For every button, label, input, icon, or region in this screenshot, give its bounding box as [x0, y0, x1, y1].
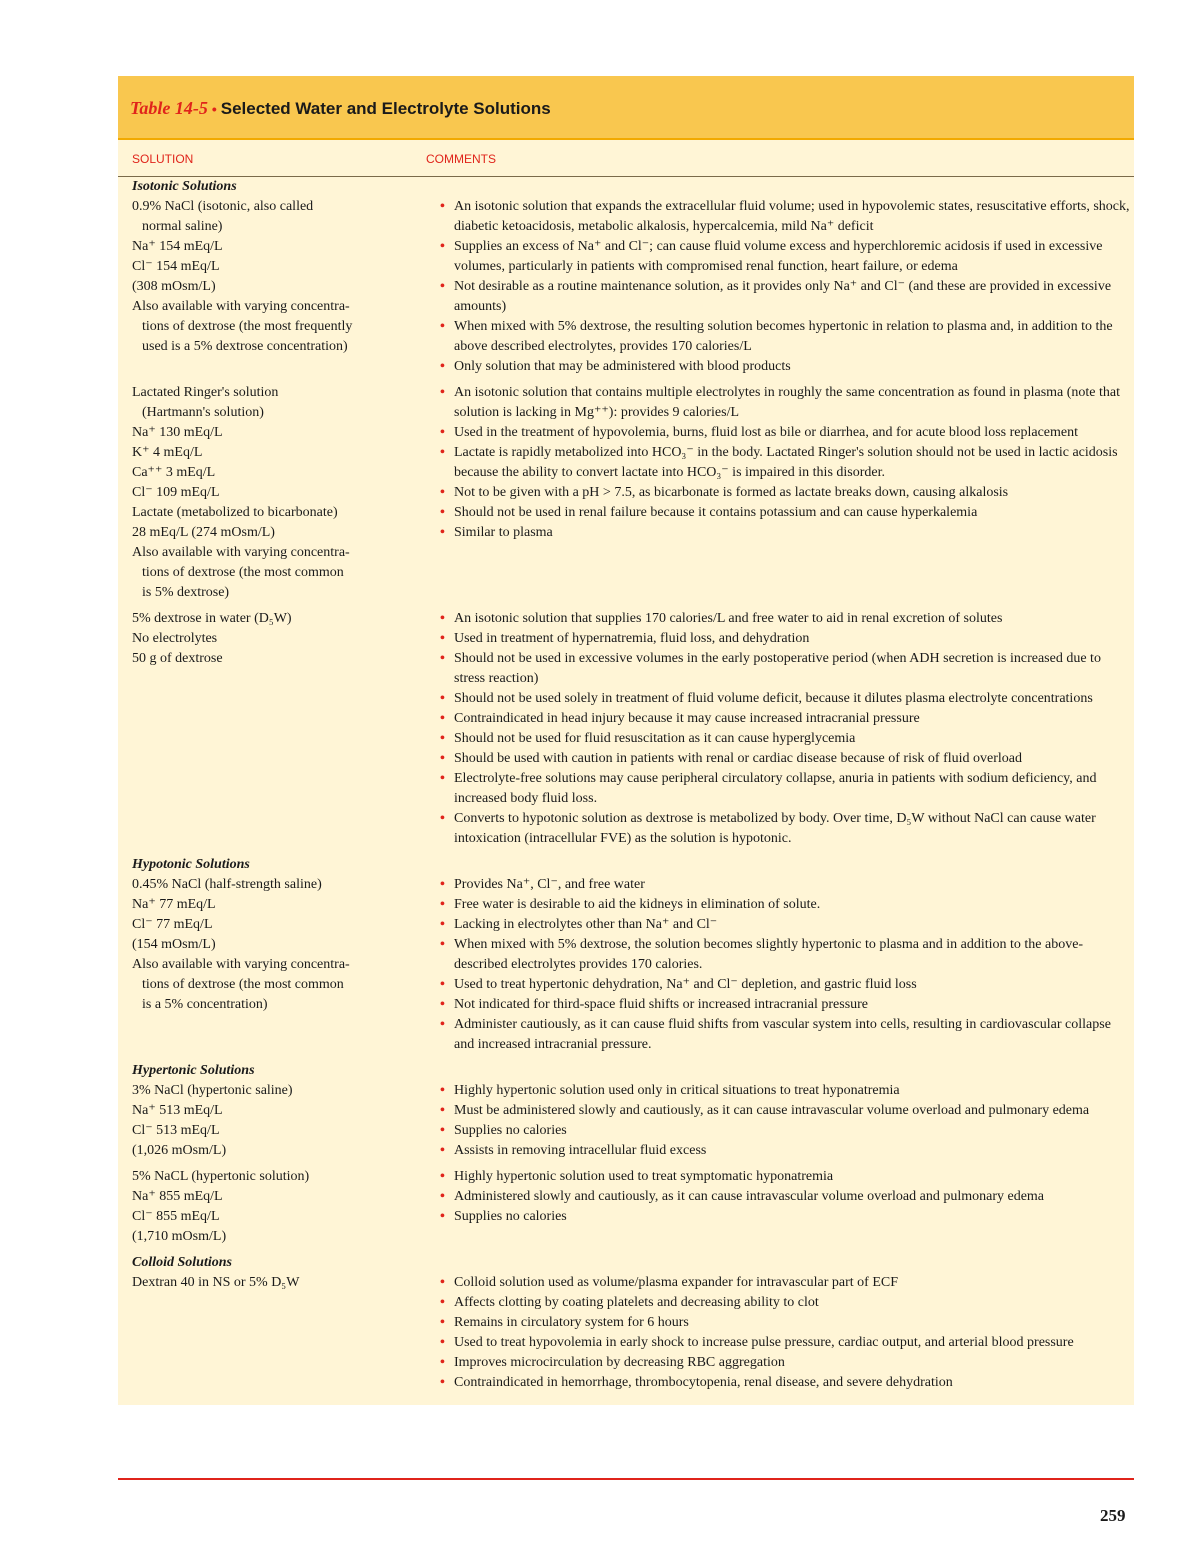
comment-bullet [440, 1333, 1130, 1353]
comment-text: Should not be used for fluid resuscitation as it can cause hyperglycemia [454, 731, 856, 746]
comment-bullet [440, 1293, 1130, 1313]
bullet-marker: • [440, 505, 445, 520]
section-title: Isotonic Solutions [132, 179, 237, 194]
comment-bullet [440, 1187, 1130, 1207]
comment-bullet [440, 1141, 1130, 1161]
solution-line: (Hartmann's solution) [142, 405, 264, 420]
comment-bullet [440, 689, 1130, 709]
section-title: Colloid Solutions [132, 1255, 232, 1270]
comment-bullet [440, 1353, 1130, 1373]
comment-text: Similar to plasma [454, 525, 553, 540]
solution-line: Na⁺ 130 mEq/L [132, 425, 223, 440]
solution-line: Cl⁻ 855 mEq/L [132, 1209, 220, 1224]
comment-bullet [440, 1207, 1130, 1227]
solution-line: Lactated Ringer's solution [132, 385, 279, 400]
comment-text: Provides Na⁺, Cl⁻, and free water [454, 877, 645, 892]
bullet-marker: • [440, 997, 445, 1012]
comment-text: Improves microcirculation by decreasing RBC aggregation [454, 1355, 785, 1370]
comment-bullet [440, 809, 1130, 849]
comments-cell [440, 1273, 1130, 1393]
solution-line: 0.9% NaCl (isotonic, also called [132, 199, 314, 214]
table-title-bar [118, 76, 1134, 140]
comment-bullet [440, 1313, 1130, 1333]
bullet-marker: • [440, 239, 445, 254]
solution-line: tions of dextrose (the most common [142, 565, 344, 580]
bullet-marker: • [440, 1295, 445, 1310]
comment-text: Should not be used solely in treatment of fluid volume deficit, because it dilutes plasma electrolyte concentrations [454, 691, 1093, 706]
comment-text: Must be administered slowly and cautiously, as it can cause intravascular volume overload and pulmonary edema [454, 1103, 1090, 1118]
bullet-marker: • [440, 897, 445, 912]
comment-bullet [440, 729, 1130, 749]
comment-bullet [440, 875, 1130, 895]
section-title: Hypotonic Solutions [132, 857, 250, 872]
comment-bullet [440, 237, 1130, 277]
comment-text: Used in treatment of hypernatremia, fluid loss, and dehydration [454, 631, 810, 646]
bullet-marker: • [440, 1083, 445, 1098]
solution-line: 3% NaCl (hypertonic saline) [132, 1083, 293, 1098]
bullet-marker: • [440, 425, 445, 440]
solution-cell [118, 1273, 432, 1393]
column-header-row [118, 140, 1134, 177]
solution-line: tions of dextrose (the most frequently [142, 319, 353, 334]
comment-bullet [440, 935, 1130, 975]
comment-text: Should not be used in renal failure because it contains potassium and can cause hyperkalemia [454, 505, 978, 520]
solution-line: Na⁺ 513 mEq/L [132, 1103, 223, 1118]
comment-text: Colloid solution used as volume/plasma expander for intravascular part of ECF [454, 1275, 899, 1290]
bullet-marker: • [440, 1103, 445, 1118]
comment-text: Assists in removing intracellular fluid excess [454, 1143, 707, 1158]
section [118, 177, 1134, 849]
solution-line: Cl⁻ 154 mEq/L [132, 259, 220, 274]
bullet-marker: • [440, 1355, 445, 1370]
bullet-marker: • [440, 319, 445, 334]
solution-cell [118, 197, 432, 377]
comment-bullet [440, 423, 1130, 443]
solution-line: Na⁺ 154 mEq/L [132, 239, 223, 254]
comment-bullet [440, 629, 1130, 649]
column-header-solution: SOLUTION [132, 152, 194, 166]
comment-bullet [440, 383, 1130, 423]
comment-bullet [440, 197, 1130, 237]
comment-text: Lacking in electrolytes other than Na⁺ and Cl⁻ [454, 917, 718, 932]
bullet-marker: • [440, 711, 445, 726]
bullet-marker: • [440, 1315, 445, 1330]
bullet-marker: • [440, 1189, 445, 1204]
comment-text: Supplies no calories [454, 1209, 567, 1224]
solution-line: is a 5% concentration) [142, 997, 268, 1012]
comment-text: Supplies an excess of Na⁺ and Cl⁻; can cause fluid volume excess and hyperchloremic acidosis if used in excessive volumes, particularly in patients with compromised renal function, heart failure, or edema [454, 239, 1103, 274]
comment-text: When mixed with 5% dextrose, the solution becomes slightly hypertonic to plasma and in addition to the above-described electrolytes provides 170 calories. [454, 937, 1084, 972]
solution-line: Na⁺ 855 mEq/L [132, 1189, 223, 1204]
bullet-marker: • [440, 771, 445, 786]
bullet-marker: • [440, 917, 445, 932]
table-body [118, 177, 1134, 1405]
table-row [118, 197, 1134, 377]
comment-text: Should be used with caution in patients with renal or cardiac disease because of risk of fluid overload [454, 751, 1022, 766]
solution-cell [118, 875, 432, 1055]
table-number: Table 14-5 [130, 98, 208, 118]
comment-bullet [440, 1373, 1130, 1393]
bullet-marker: • [440, 1335, 445, 1350]
solution-line: used is a 5% dextrose concentration) [142, 339, 348, 354]
comment-text: Used to treat hypertonic dehydration, Na⁺ and Cl⁻ depletion, and gastric fluid loss [454, 977, 917, 992]
comment-text: An isotonic solution that supplies 170 calories/L and free water to aid in renal excretion of solutes [454, 611, 1003, 626]
comment-text: Administer cautiously, as it can cause fluid shifts from vascular system into cells, resulting in cardiovascular collapse and increased intracranial pressure. [454, 1017, 1111, 1052]
comment-text: Highly hypertonic solution used only in critical situations to treat hyponatremia [454, 1083, 900, 1098]
comment-bullet [440, 709, 1130, 729]
solution-line: (1,026 mOsm/L) [132, 1143, 227, 1158]
solution-line: Also available with varying concentra- [132, 957, 350, 972]
bullet-marker: • [440, 1017, 445, 1032]
comment-bullet [440, 1101, 1130, 1121]
solution-cell [118, 1167, 432, 1247]
solution-cell [118, 609, 432, 849]
solution-line: Also available with varying concentra- [132, 545, 350, 560]
page-number: 259 [1100, 1506, 1126, 1525]
comment-bullet [440, 769, 1130, 809]
comments-cell [440, 875, 1130, 1055]
comment-text: Affects clotting by coating platelets and decreasing ability to clot [454, 1295, 819, 1310]
solution-line: normal saline) [142, 219, 223, 234]
solution-line: K⁺ 4 mEq/L [132, 445, 203, 460]
bullet-marker: • [440, 631, 445, 646]
bullet-marker: • [440, 731, 445, 746]
bullet-marker: • [440, 1209, 445, 1224]
solution-line: 50 g of dextrose [132, 651, 223, 666]
solution-line: Also available with varying concentra- [132, 299, 350, 314]
bullet-marker: • [440, 937, 445, 952]
title-separator: • [211, 101, 217, 117]
solution-line: 5% dextrose in water (D₅W) [132, 611, 292, 626]
solution-line: Ca⁺⁺ 3 mEq/L [132, 465, 216, 480]
bullet-marker: • [440, 485, 445, 500]
comment-text: Electrolyte-free solutions may cause peripheral circulatory collapse, anuria in patients with sodium deficiency, and increased body fluid loss. [454, 771, 1097, 806]
bullet-marker: • [440, 877, 445, 892]
bottom-rule [118, 1478, 1134, 1480]
comment-text: Not to be given with a pH > 7.5, as bicarbonate is formed as lactate breaks down, causing alkalosis [454, 485, 1009, 500]
solution-line: (1,710 mOsm/L) [132, 1229, 227, 1244]
table-row [118, 875, 1134, 1055]
comment-text: Converts to hypotonic solution as dextrose is metabolized by body. Over time, D₅W without NaCl can cause water intoxication (intracellular FVE) as the solution is hypotonic. [454, 811, 1096, 846]
solution-line: 5% NaCL (hypertonic solution) [132, 1169, 310, 1184]
comment-text: Used to treat hypovolemia in early shock to increase pulse pressure, cardiac output, and arterial blood pressure [454, 1335, 1074, 1350]
comment-text: When mixed with 5% dextrose, the resulting solution becomes hypertonic in relation to plasma and, in addition to the above described electrolytes, provides 170 calories/L [454, 319, 1113, 354]
solution-line: Na⁺ 77 mEq/L [132, 897, 216, 912]
comment-bullet [440, 915, 1130, 935]
table-title [130, 98, 551, 119]
comment-bullet [440, 357, 1130, 377]
solution-line: tions of dextrose (the most common [142, 977, 344, 992]
solution-line: Cl⁻ 77 mEq/L [132, 917, 213, 932]
comment-bullet [440, 443, 1130, 483]
section [118, 1061, 1134, 1247]
solution-line: Cl⁻ 109 mEq/L [132, 485, 220, 500]
comment-text: Lactate is rapidly metabolized into HCO₃⁻ in the body. Lactated Ringer's solution should not be used in lactic acidosis because the ability to convert lactate into HCO₃⁻ is impaired in this disorder. [454, 445, 1118, 480]
comment-bullet [440, 895, 1130, 915]
comment-bullet [440, 975, 1130, 995]
comment-bullet [440, 609, 1130, 629]
comments-cell [440, 383, 1130, 603]
bullet-marker: • [440, 385, 445, 400]
bullet-marker: • [440, 199, 445, 214]
comment-text: Not indicated for third-space fluid shifts or increased intracranial pressure [454, 997, 869, 1012]
comment-bullet [440, 1015, 1130, 1055]
section [118, 855, 1134, 1055]
comment-text: Used in the treatment of hypovolemia, burns, fluid lost as bile or diarrhea, and for acute blood loss replacement [454, 425, 1078, 440]
comment-bullet [440, 483, 1130, 503]
solution-line: 0.45% NaCl (half-strength saline) [132, 877, 322, 892]
comment-text: Administered slowly and cautiously, as it can cause intravascular volume overload and pulmonary edema [454, 1189, 1045, 1204]
comments-cell [440, 1167, 1130, 1247]
table-row [118, 1273, 1134, 1393]
section-title: Hypertonic Solutions [132, 1063, 255, 1078]
comment-text: Highly hypertonic solution used to treat symptomatic hyponatremia [454, 1169, 834, 1184]
comment-bullet [440, 503, 1130, 523]
solution-line: Lactate (metabolized to bicarbonate) [132, 505, 338, 520]
table-title-text: Selected Water and Electrolyte Solutions [220, 99, 551, 118]
table-row [118, 1081, 1134, 1161]
bullet-marker: • [440, 691, 445, 706]
comment-bullet [440, 649, 1130, 689]
comment-text: Only solution that may be administered with blood products [454, 359, 791, 374]
comment-bullet [440, 1121, 1130, 1141]
comment-text: Contraindicated in head injury because it may cause increased intracranial pressure [454, 711, 920, 726]
bullet-marker: • [440, 751, 445, 766]
comments-cell [440, 1081, 1130, 1161]
bullet-marker: • [440, 811, 445, 826]
comments-cell [440, 609, 1130, 849]
solution-line: is 5% dextrose) [142, 585, 230, 600]
comment-text: Free water is desirable to aid the kidneys in elimination of solute. [454, 897, 821, 912]
comment-text: An isotonic solution that expands the extracellular fluid volume; used in hypovolemic states, resuscitative efforts, shock, diabetic ketoacidosis, metabolic alkalosis, hypercalcemia, mild Na⁺ deficit [454, 199, 1130, 234]
bullet-marker: • [440, 1375, 445, 1390]
comment-text: Contraindicated in hemorrhage, thrombocytopenia, renal disease, and severe dehydration [454, 1375, 953, 1390]
solution-cell [118, 1081, 432, 1161]
comment-bullet [440, 749, 1130, 769]
solution-line: (308 mOsm/L) [132, 279, 216, 294]
solution-line: 28 mEq/L (274 mOsm/L) [132, 525, 275, 540]
table-row [118, 1167, 1134, 1247]
comment-text: Supplies no calories [454, 1123, 567, 1138]
solution-line: (154 mOsm/L) [132, 937, 216, 952]
solution-line: Cl⁻ 513 mEq/L [132, 1123, 220, 1138]
solution-line: No electrolytes [132, 631, 218, 646]
bullet-marker: • [440, 279, 445, 294]
comment-text: Remains in circulatory system for 6 hours [454, 1315, 689, 1330]
comment-text: Should not be used in excessive volumes in the early postoperative period (when ADH secretion is increased due to stress reaction) [454, 651, 1101, 686]
bullet-marker: • [440, 1169, 445, 1184]
comment-bullet [440, 1273, 1130, 1293]
comment-text: Not desirable as a routine maintenance solution, as it provides only Na⁺ and Cl⁻ (and these are provided in excessive amounts) [454, 279, 1112, 314]
column-header-comments: COMMENTS [426, 152, 496, 166]
comment-bullet [440, 317, 1130, 357]
bullet-marker: • [440, 611, 445, 626]
comment-bullet [440, 277, 1130, 317]
bullet-marker: • [440, 359, 445, 374]
bullet-marker: • [440, 651, 445, 666]
comment-bullet [440, 995, 1130, 1015]
bullet-marker: • [440, 445, 445, 460]
comment-bullet [440, 1167, 1130, 1187]
bullet-marker: • [440, 1123, 445, 1138]
bullet-marker: • [440, 1143, 445, 1158]
table-row [118, 383, 1134, 603]
table-row [118, 609, 1134, 849]
bullet-marker: • [440, 1275, 445, 1290]
comment-text: An isotonic solution that contains multiple electrolytes in roughly the same concentration as found in plasma (note that solution is lacking in Mg⁺⁺): provides 9 calories/L [454, 385, 1121, 420]
bullet-marker: • [440, 525, 445, 540]
solution-line: Dextran 40 in NS or 5% D₅W [132, 1275, 300, 1290]
comment-bullet [440, 1081, 1130, 1101]
solutions-table [118, 76, 1134, 1405]
comment-bullet [440, 523, 1130, 543]
solution-cell [118, 383, 432, 603]
section [118, 1253, 1134, 1393]
bullet-marker: • [440, 977, 445, 992]
comments-cell [440, 197, 1130, 377]
